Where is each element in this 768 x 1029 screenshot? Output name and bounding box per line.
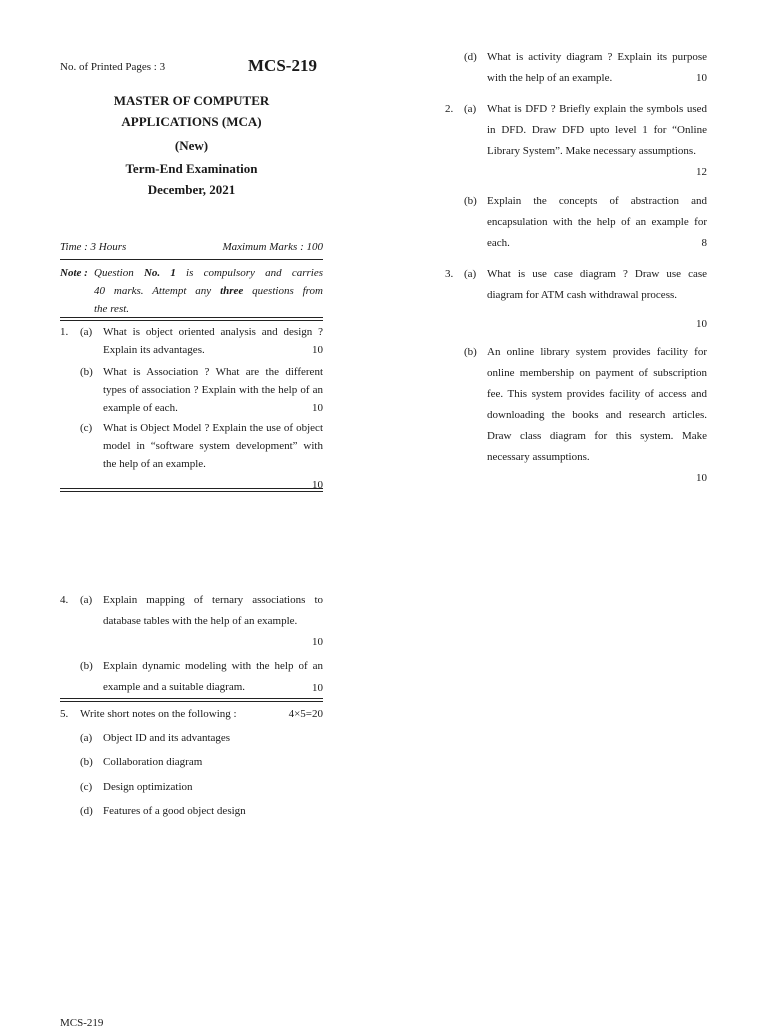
part-label: (b) xyxy=(80,660,93,672)
short-note-item: Design optimization xyxy=(103,781,193,793)
marks: 8 xyxy=(701,237,707,249)
marks: 10 xyxy=(312,682,323,694)
note-line-3: the rest. xyxy=(94,303,130,315)
question-text: What is activity diagram ? Explain its purpose with the help of an example. xyxy=(487,51,707,84)
part-label: (b) xyxy=(464,346,477,358)
question-number: 2. xyxy=(445,103,454,115)
exam-title xyxy=(60,90,323,200)
exam-date: December, 2021 xyxy=(147,182,236,197)
maximum-marks: Maximum Marks : 100 xyxy=(222,241,323,253)
marks: 10 xyxy=(696,472,707,484)
part-label: (d) xyxy=(80,805,93,817)
question-text: Explain mapping of ternary associations to database tables with the help of an example. xyxy=(103,594,323,627)
part-label: (b) xyxy=(80,756,93,768)
question-text: What is object oriented analysis and design ? Explain its advantages. xyxy=(103,326,323,356)
part-label: (b) xyxy=(464,195,477,207)
question-number: 1. xyxy=(60,326,69,338)
course-code: MCS-219 xyxy=(248,56,317,75)
exam-name: Term-End Examination xyxy=(125,161,258,176)
part-label: (b) xyxy=(80,366,93,378)
page-footer: MCS-219 xyxy=(60,1017,104,1029)
marks: 10 xyxy=(312,636,323,648)
part-label: (a) xyxy=(464,103,477,115)
title-line-2: APPLICATIONS (MCA) xyxy=(121,114,262,129)
marks: 10 xyxy=(312,402,323,414)
short-note-item: Object ID and its advantages xyxy=(103,732,231,744)
question-text: Write short notes on the following : xyxy=(80,708,237,720)
part-label: (a) xyxy=(80,326,93,338)
printed-pages: No. of Printed Pages : 3 xyxy=(60,61,166,73)
note-label: Note : xyxy=(60,267,88,279)
marks: 12 xyxy=(696,166,707,178)
part-label: (d) xyxy=(464,51,477,63)
divider xyxy=(60,259,323,260)
time-allowed: Time : 3 Hours xyxy=(60,241,127,253)
short-note-item: Collaboration diagram xyxy=(103,756,203,768)
part-label: (a) xyxy=(80,732,93,744)
question-text: An online library system provides facility for online membership on payment of subscription fee. This system provides facility of access and downloading the books and research articles. Draw class diagram for this system. Make necessary assumptions. xyxy=(487,346,707,463)
question-text: Explain dynamic modeling with the help of an example and a suitable diagram. xyxy=(103,660,323,693)
double-divider xyxy=(60,698,323,702)
double-divider xyxy=(60,317,323,321)
question-number: 3. xyxy=(445,268,454,280)
question-text: What is Object Model ? Explain the use of object model in “software system development” with the help of an example. xyxy=(103,422,323,470)
question-text: What is use case diagram ? Draw use case diagram for ATM cash withdrawal process. xyxy=(487,268,707,301)
marks: 4×5=20 xyxy=(288,708,323,720)
title-line-3: (New) xyxy=(174,138,209,153)
short-note-item: Features of a good object design xyxy=(103,805,246,817)
part-label: (a) xyxy=(80,594,93,606)
question-text: What is Association ? What are the different types of association ? Explain with the help of an example of each. xyxy=(103,366,323,414)
double-divider xyxy=(60,488,323,492)
marks: 10 xyxy=(312,479,323,491)
note-line-1: Question No. 1 is compulsory and carries xyxy=(94,267,323,279)
question-text: What is DFD ? Briefly explain the symbols used in DFD. Draw DFD upto level 1 for “Online Library System”. Make necessary assumptions. xyxy=(487,103,707,157)
title-line-1: MASTER OF COMPUTER xyxy=(113,93,270,108)
question-number: 5. xyxy=(60,708,69,720)
part-label: (c) xyxy=(80,781,93,793)
question-number: 4. xyxy=(60,594,69,606)
part-label: (a) xyxy=(464,268,477,280)
part-label: (c) xyxy=(80,422,93,434)
question-text: Explain the concepts of abstraction and encapsulation with the help of an example for each. xyxy=(487,195,707,249)
marks: 10 xyxy=(696,72,707,84)
marks: 10 xyxy=(312,344,323,356)
marks: 10 xyxy=(696,318,707,330)
note-line-2: 40 marks. Attempt any three questions from xyxy=(94,285,323,297)
